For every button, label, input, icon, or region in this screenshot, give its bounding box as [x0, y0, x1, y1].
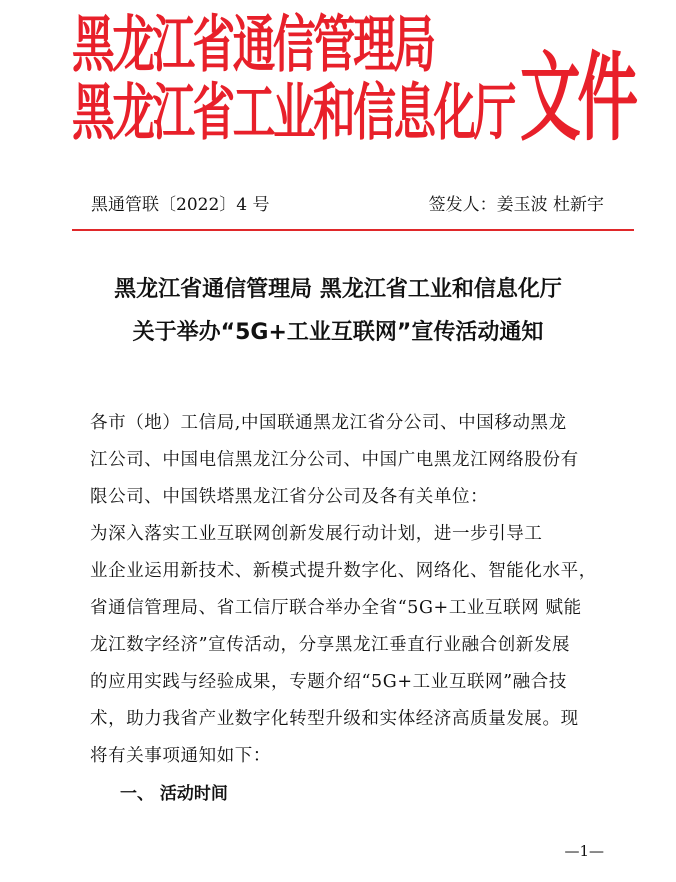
- document-number: 黑通管联〔2022〕4 号: [91, 195, 270, 215]
- issuer-name-telecom: 黑龙江省通信管理局: [72, 10, 434, 81]
- document-label: 文件: [520, 42, 635, 155]
- document-title-line-1: 黑龙江省通信管理局 黑龙江省工业和信息化厅: [114, 277, 562, 302]
- body-line: 省通信管理局、省工信厅联合举办全省“5G+工业互联网 赋能: [90, 598, 582, 618]
- body-line: 的应用实践与经验成果，专题介绍“5G+工业互联网”融合技: [90, 672, 567, 692]
- body-line: 江公司、中国电信黑龙江分公司、中国广电黑龙江网络股份有: [90, 450, 579, 470]
- header-divider: [72, 229, 634, 231]
- body-line: 限公司、中国铁塔黑龙江省分公司及各有关单位：: [90, 487, 489, 507]
- issuer-name-industry: 黑龙江省工业和信息化厅: [72, 78, 514, 149]
- signers: 签发人：姜玉波 杜新宇: [428, 195, 604, 215]
- body-line: 各市（地）工信局,中国联通黑龙江省分公司、中国移动黑龙: [90, 413, 567, 433]
- section-heading: 一、 活动时间: [120, 784, 228, 804]
- body-line: 业企业运用新技术、新模式提升数字化、网络化、智能化水平，: [90, 561, 597, 581]
- body-line: 为深入落实工业互联网创新发展行动计划，进一步引导工: [90, 524, 543, 544]
- body-line: 术，助力我省产业数字化转型升级和实体经济高质量发展。现: [90, 709, 579, 729]
- document-title-line-2: 关于举办“5G+工业互联网”宣传活动通知: [132, 320, 544, 345]
- body-line: 龙江数字经济”宣传活动，分享黑龙江垂直行业融合创新发展: [90, 635, 571, 655]
- page-number: —1—: [564, 842, 604, 860]
- body-line: 将有关事项通知如下：: [90, 746, 271, 766]
